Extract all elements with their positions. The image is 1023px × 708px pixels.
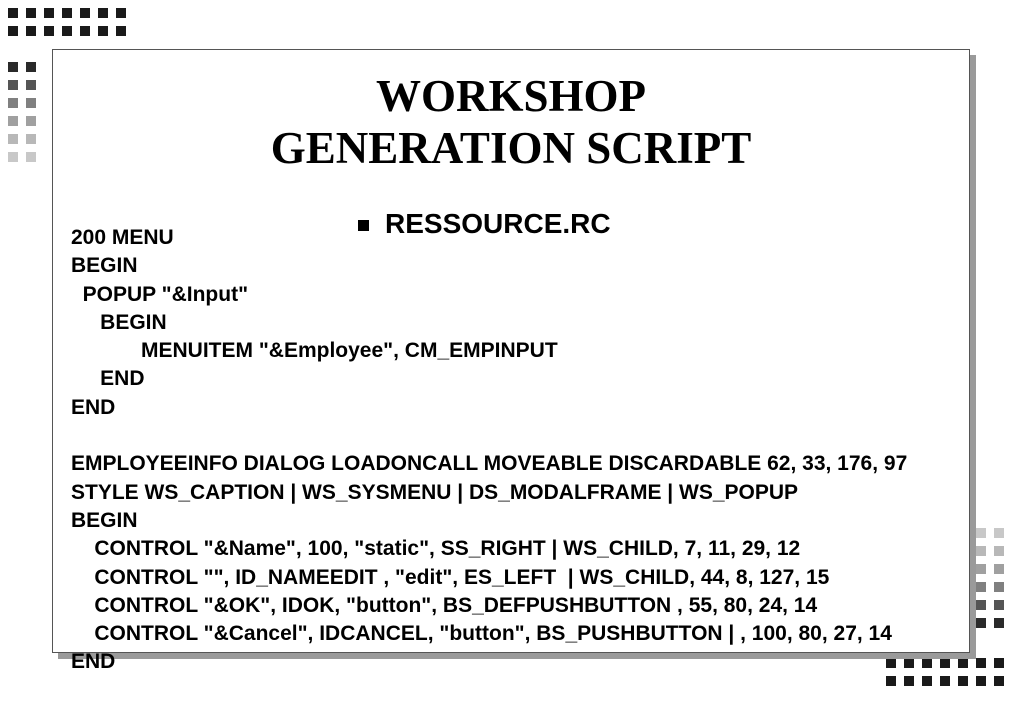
decorative-square (44, 26, 54, 36)
decorative-square (940, 658, 950, 668)
decorative-square (8, 134, 18, 144)
decorative-square (922, 676, 932, 686)
decorative-square (8, 8, 18, 18)
code-line: END (71, 367, 145, 391)
decorative-square (994, 658, 1004, 668)
decorative-dots-left-column (8, 62, 36, 162)
decorative-square (116, 26, 126, 36)
decorative-square (886, 676, 896, 686)
code-line: END (71, 395, 116, 419)
decorative-square (958, 676, 968, 686)
decorative-dots-right-column (976, 528, 1004, 628)
decorative-square (976, 618, 986, 628)
decorative-square (904, 676, 914, 686)
decorative-square (922, 658, 932, 668)
decorative-square (976, 600, 986, 610)
code-line: STYLE WS_CAPTION | WS_SYSMENU | DS_MODALFRAME | WS_POPUP (71, 480, 799, 504)
decorative-square (26, 62, 36, 72)
decorative-square (26, 8, 36, 18)
code-line: CONTROL "", ID_NAMEEDIT , "edit", ES_LEFT | WS_CHILD, 44, 8, 127, 15 (71, 565, 830, 589)
code-line: CONTROL "&Name", 100, "static", SS_RIGHT | WS_CHILD, 7, 11, 29, 12 (71, 537, 801, 561)
decorative-square (98, 26, 108, 36)
decorative-square (80, 26, 90, 36)
decorative-square (26, 98, 36, 108)
decorative-square (26, 116, 36, 126)
decorative-square (976, 676, 986, 686)
slide-title (52, 70, 970, 174)
decorative-square (994, 582, 1004, 592)
decorative-square (8, 26, 18, 36)
decorative-square (976, 582, 986, 592)
decorative-square (994, 564, 1004, 574)
code-line: BEGIN (71, 310, 167, 334)
code-line: MENUITEM "&Employee", CM_EMPINPUT (71, 339, 558, 363)
decorative-square (98, 8, 108, 18)
code-line: EMPLOYEEINFO DIALOG LOADONCALL MOVEABLE DISCARDABLE 62, 33, 176, 97 (71, 452, 908, 476)
code-line: BEGIN (71, 508, 138, 532)
decorative-square (62, 8, 72, 18)
code-line: BEGIN (71, 254, 138, 278)
code-line: END (71, 650, 116, 674)
decorative-square (958, 658, 968, 668)
code-line: CONTROL "&Cancel", IDCANCEL, "button", BS_PUSHBUTTON | , 100, 80, 27, 14 (71, 622, 892, 646)
title-line-2: GENERATION SCRIPT (270, 123, 752, 173)
decorative-square (26, 80, 36, 90)
decorative-square (994, 600, 1004, 610)
decorative-square (26, 134, 36, 144)
decorative-square (976, 528, 986, 538)
decorative-square (44, 8, 54, 18)
bullet-text: RESSOURCE.RC (385, 208, 611, 239)
decorative-square (994, 676, 1004, 686)
decorative-square (8, 80, 18, 90)
decorative-square (994, 618, 1004, 628)
decorative-square (976, 546, 986, 556)
code-line: POPUP "&Input" (71, 282, 249, 306)
decorative-square (26, 26, 36, 36)
decorative-square (8, 152, 18, 162)
decorative-square (976, 564, 986, 574)
decorative-square (976, 658, 986, 668)
decorative-square (994, 546, 1004, 556)
code-line: 200 MENU (71, 226, 174, 249)
code-line: CONTROL "&OK", IDOK, "button", BS_DEFPUSHBUTTON , 55, 80, 24, 14 (71, 593, 818, 617)
code-line (71, 422, 907, 450)
decorative-square (62, 26, 72, 36)
decorative-square (80, 8, 90, 18)
decorative-square (116, 8, 126, 18)
decorative-square (994, 528, 1004, 538)
decorative-square (8, 98, 18, 108)
code-block (71, 224, 907, 677)
decorative-square (26, 152, 36, 162)
decorative-dots-top-left (8, 8, 126, 36)
decorative-square (940, 676, 950, 686)
decorative-square (8, 62, 18, 72)
decorative-square (8, 116, 18, 126)
title-line-1: WORKSHOP (375, 71, 647, 121)
